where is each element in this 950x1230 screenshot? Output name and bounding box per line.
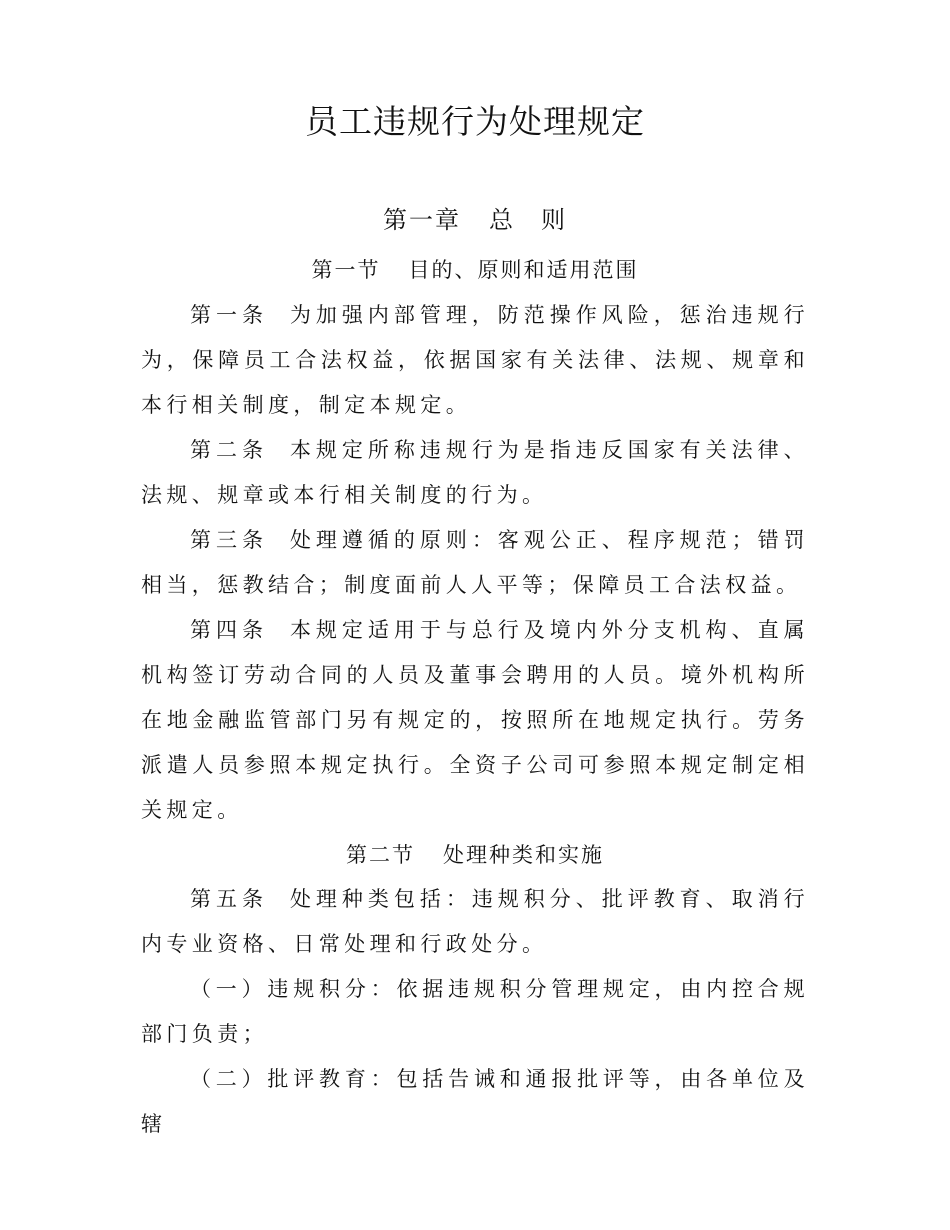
article-text: 处理种类包括：违规积分、批评教育、取消行内专业资格、日常处理和行政处分。 — [141, 887, 810, 956]
article-3 — [141, 518, 809, 608]
chapter-name: 总 则 — [489, 206, 567, 234]
article-2 — [141, 428, 809, 518]
section-heading-1 — [0, 252, 950, 288]
section-name: 处理种类和实施 — [443, 843, 604, 867]
list-item-text: （一）违规积分：依据违规积分管理规定，由内控合规部门负责； — [141, 977, 809, 1046]
article-number: 第三条 — [190, 528, 268, 552]
chapter-heading — [0, 200, 950, 240]
section-name: 目的、原则和适用范围 — [408, 258, 639, 282]
article-text: 本规定适用于与总行及境内外分支机构、直属机构签订劳动合同的人员及董事会聘用的人员。境外机构所在地金融监管部门另有规定的，按照所在地规定执行。劳务派遣人员参照本规定执行。全资子公司可参照本规定制定相关规定。 — [141, 618, 810, 822]
article-number: 第一条 — [190, 303, 268, 327]
section-number: 第一节 — [311, 258, 381, 282]
article-text: 处理遵循的原则：客观公正、程序规范；错罚相当，惩教结合；制度面前人人平等；保障员工合法权益。 — [141, 528, 810, 597]
document-title: 员工违规行为处理规定 — [305, 102, 645, 141]
chapter-number: 第一章 — [383, 206, 461, 234]
article-1 — [141, 293, 809, 428]
list-item-1 — [141, 967, 809, 1057]
article-text: 为加强内部管理，防范操作风险，惩治违规行为，保障员工合法权益，依据国家有关法律、法规、规章和本行相关制度，制定本规定。 — [141, 303, 810, 417]
list-item-2 — [141, 1057, 809, 1147]
section-number: 第二节 — [346, 843, 415, 867]
article-number: 第二条 — [190, 438, 268, 462]
article-number: 第五条 — [190, 887, 268, 911]
section-heading-2 — [0, 837, 950, 873]
article-4 — [141, 608, 809, 833]
article-5 — [141, 877, 809, 967]
list-item-text: （二）批评教育：包括告诫和通报批评等，由各单位及辖 — [141, 1067, 809, 1136]
article-text: 本规定所称违规行为是指违反国家有关法律、法规、规章或本行相关制度的行为。 — [141, 438, 810, 507]
article-number: 第四条 — [190, 618, 268, 642]
